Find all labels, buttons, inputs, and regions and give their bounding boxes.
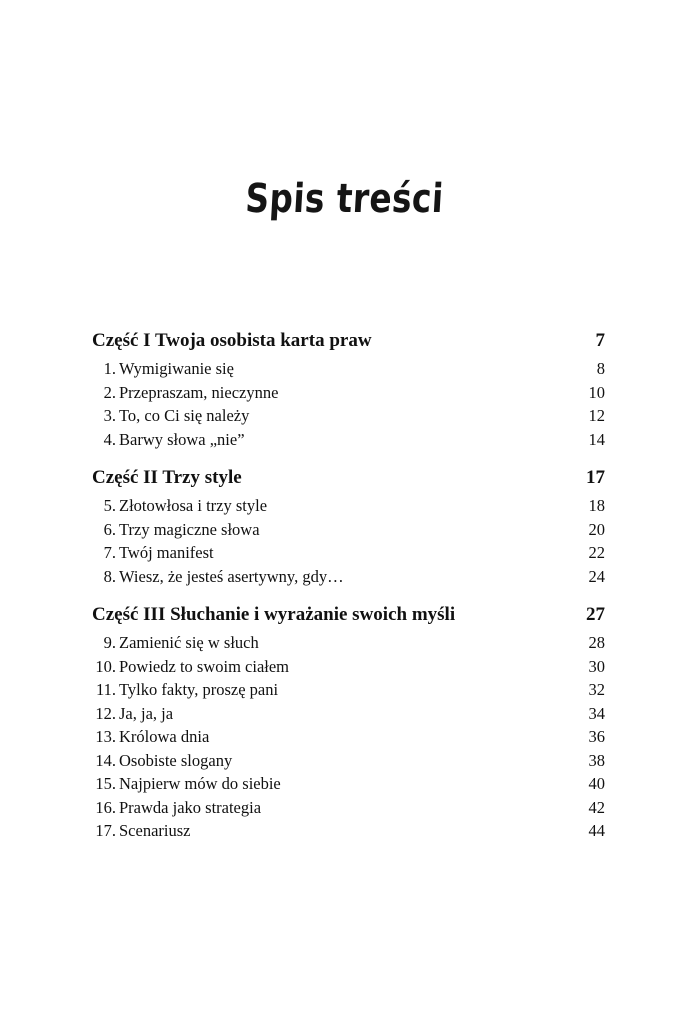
chapter-title: Najpierw mów do siebie	[119, 774, 281, 793]
entry-label	[92, 751, 232, 771]
table-of-contents	[92, 330, 605, 859]
part-title: Część III Słuchanie i wyrażanie swoich myśli	[92, 604, 456, 625]
page-title: Spis treści	[244, 176, 445, 222]
part-page-number: 27	[586, 604, 605, 625]
chapter-number: 5.	[103, 496, 116, 515]
toc-entry	[92, 704, 605, 728]
chapter-page-number: 34	[588, 703, 605, 723]
chapter-title: Wiesz, że jesteś asertywny, gdy…	[119, 566, 344, 586]
toc-entry	[92, 406, 605, 430]
chapter-page-number: 30	[588, 656, 605, 676]
toc-entry	[92, 430, 605, 454]
toc-entry	[92, 496, 605, 520]
chapter-page-number: 8	[596, 359, 605, 378]
toc-part	[92, 330, 605, 453]
entry-label	[92, 704, 173, 724]
chapter-number: 10.	[95, 656, 116, 676]
toc-part	[92, 604, 605, 845]
entry-label	[92, 680, 278, 700]
chapter-number: 7.	[103, 543, 116, 562]
chapter-page-number: 14	[588, 429, 605, 449]
chapter-page-number: 10	[588, 382, 605, 402]
chapter-title: Złotowłosa i trzy style	[119, 496, 268, 515]
toc-entry	[92, 680, 605, 704]
toc-entry	[92, 633, 605, 657]
chapter-number: 9.	[103, 633, 116, 652]
entry-label	[92, 633, 259, 653]
entry-label	[92, 657, 289, 677]
entry-label	[92, 567, 344, 587]
chapter-title: Prawda jako strategia	[119, 797, 262, 817]
toc-entry	[92, 383, 605, 407]
chapter-number: 17.	[95, 821, 116, 840]
chapter-page-number: 28	[588, 633, 605, 652]
toc-entry	[92, 798, 605, 822]
toc-entry	[92, 359, 605, 383]
toc-entry	[92, 751, 605, 775]
part-heading	[92, 467, 605, 495]
chapter-title: Tylko fakty, proszę pani	[119, 680, 279, 699]
part-title: Część II Trzy style	[92, 467, 242, 488]
chapter-page-number: 24	[588, 566, 605, 586]
chapter-number: 1.	[103, 359, 116, 378]
chapter-title: Barwy słowa „nie”	[119, 429, 245, 449]
chapter-title: To, co Ci się należy	[119, 406, 250, 425]
toc-entry	[92, 821, 605, 845]
toc-entry	[92, 543, 605, 567]
entry-label	[92, 543, 214, 563]
entry-label	[92, 727, 209, 747]
entry-label	[92, 406, 249, 426]
chapter-number: 8.	[103, 566, 116, 586]
chapter-title: Wymigiwanie się	[119, 359, 234, 378]
part-page-number: 17	[586, 467, 605, 488]
chapter-number: 6.	[103, 519, 116, 539]
chapter-title: Królowa dnia	[119, 727, 210, 746]
entry-label	[92, 359, 234, 379]
chapter-title: Scenariusz	[119, 821, 191, 840]
chapter-title: Twój manifest	[119, 543, 214, 562]
part-page-number: 7	[595, 330, 605, 351]
entry-label	[92, 520, 260, 540]
chapter-page-number: 40	[588, 774, 605, 793]
entry-label	[92, 821, 190, 841]
chapter-title: Zamienić się w słuch	[119, 633, 259, 652]
chapter-page-number: 20	[588, 519, 605, 539]
part-heading	[92, 604, 605, 632]
chapter-title: Ja, ja, ja	[119, 703, 174, 723]
entry-label	[92, 383, 278, 403]
toc-entry	[92, 657, 605, 681]
chapter-page-number: 12	[588, 406, 605, 425]
chapter-title: Przepraszam, nieczynne	[119, 382, 279, 402]
chapter-page-number: 42	[588, 797, 605, 817]
chapter-number: 11.	[95, 680, 116, 699]
chapter-page-number: 32	[588, 680, 605, 699]
chapter-page-number: 22	[588, 543, 605, 562]
toc-part	[92, 467, 605, 590]
chapter-title: Trzy magiczne słowa	[119, 519, 260, 539]
chapter-page-number: 18	[588, 496, 605, 515]
chapter-number: 4.	[103, 429, 116, 449]
toc-entry	[92, 727, 605, 751]
chapter-title: Osobiste slogany	[119, 750, 233, 770]
chapter-number: 14.	[95, 750, 116, 770]
toc-entry	[92, 520, 605, 544]
part-heading	[92, 330, 605, 358]
chapter-number: 16.	[95, 797, 116, 817]
chapter-number: 2.	[103, 382, 116, 402]
chapter-page-number: 36	[588, 727, 605, 746]
chapter-page-number: 38	[588, 750, 605, 770]
entry-label	[92, 430, 245, 450]
chapter-number: 3.	[103, 406, 116, 425]
chapter-title: Powiedz to swoim ciałem	[119, 656, 290, 676]
part-title: Część I Twoja osobista karta praw	[92, 330, 372, 351]
toc-entry	[92, 567, 605, 591]
chapter-number: 13.	[95, 727, 116, 746]
entry-label	[92, 774, 281, 794]
chapter-page-number: 44	[588, 821, 605, 840]
chapter-number: 12.	[95, 703, 116, 723]
entry-label	[92, 798, 261, 818]
entry-label	[92, 496, 267, 516]
toc-entry	[92, 774, 605, 798]
chapter-number: 15.	[95, 774, 116, 793]
